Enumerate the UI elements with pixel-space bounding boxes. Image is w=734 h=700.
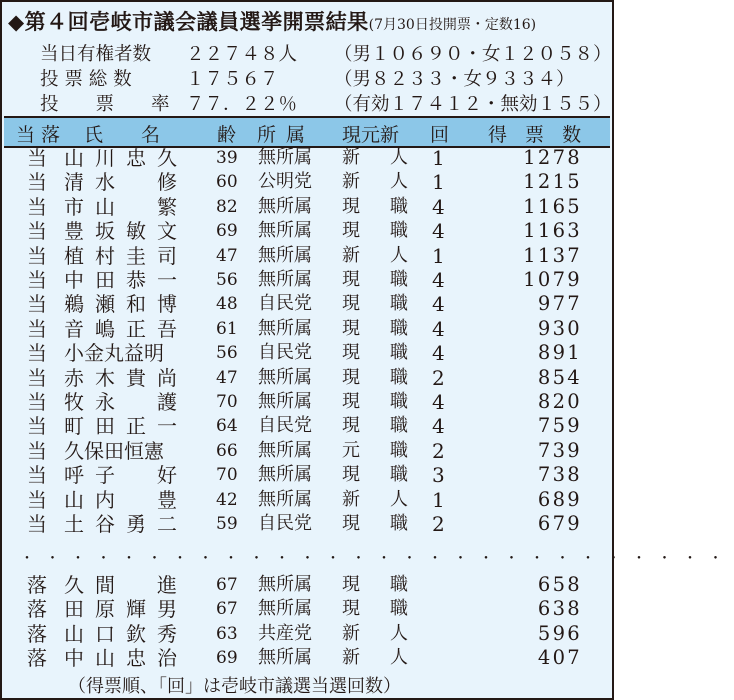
- candidate-age: 64: [216, 416, 238, 437]
- candidate-party: 無所属: [258, 574, 312, 595]
- title-bar: [8, 6, 608, 36]
- candidate-votes: 1137: [523, 243, 582, 267]
- candidate-votes: 658: [537, 573, 582, 596]
- candidate-votes: 854: [537, 365, 582, 389]
- candidate-name: 中田恭一: [64, 268, 188, 292]
- candidate-status: 元 職: [342, 439, 414, 461]
- candidate-votes: 1079: [523, 268, 582, 291]
- candidate-age: 56: [216, 270, 238, 290]
- summary-row-turnout: [40, 90, 610, 114]
- candidate-votes: 596: [537, 621, 582, 645]
- candidate-terms: 1: [432, 243, 445, 268]
- candidate-party: 無所属: [258, 464, 312, 486]
- candidate-age: 63: [216, 623, 238, 644]
- candidate-terms: 4: [432, 390, 445, 414]
- summary-row-total-votes: [40, 65, 610, 89]
- candidate-name: 牧永 護: [64, 390, 188, 414]
- candidate-status: 現 職: [342, 598, 414, 620]
- candidate-votes: 638: [537, 597, 582, 621]
- candidate-votes: 739: [537, 438, 582, 462]
- candidate-terms: 4: [432, 414, 445, 439]
- candidate-name: 山内 豊: [64, 487, 188, 512]
- candidate-result: 当: [27, 219, 47, 244]
- candidate-status: 新 人: [342, 147, 414, 168]
- candidate-status: 現 職: [342, 269, 414, 290]
- candidate-age: 47: [216, 245, 238, 266]
- table-header: [4, 116, 610, 148]
- candidate-votes: 930: [537, 316, 582, 340]
- candidate-result: 落: [27, 621, 47, 646]
- candidate-status: 現 職: [342, 574, 414, 595]
- candidate-age: 67: [216, 575, 238, 595]
- candidate-row: [2, 414, 612, 438]
- candidate-name: 山口欽秀: [64, 621, 188, 646]
- candidate-row: [2, 170, 612, 194]
- candidate-age: 42: [216, 489, 238, 510]
- candidate-age: 66: [216, 440, 238, 461]
- summary-detail: （有効１７４１２・無効１５５）: [334, 94, 612, 115]
- candidate-age: 70: [216, 465, 238, 486]
- candidate-age: 67: [216, 599, 238, 620]
- candidate-age: 61: [216, 318, 238, 339]
- candidate-party: 自民党: [258, 513, 312, 534]
- candidate-terms: 4: [432, 268, 445, 292]
- summary-label: 投 票 総 数: [40, 69, 132, 90]
- candidate-name: 鵜瀬和博: [64, 292, 188, 317]
- candidate-party: 無所属: [258, 647, 312, 669]
- candidate-row: [2, 366, 612, 390]
- candidate-row: [2, 573, 612, 597]
- candidate-age: 70: [216, 392, 238, 412]
- candidate-age: 69: [216, 221, 238, 242]
- candidate-age: 48: [216, 294, 238, 315]
- summary-detail: （男１０６９０・女１２０５８）: [334, 44, 612, 65]
- candidate-result: 落: [27, 597, 47, 622]
- candidate-votes: 1165: [523, 194, 582, 218]
- candidate-age: 60: [216, 172, 238, 193]
- header-terms: 回: [430, 124, 450, 146]
- candidate-row: [2, 622, 612, 646]
- candidate-votes: 689: [537, 487, 582, 511]
- summary-detail: （男８２３３・女９３３４）: [334, 69, 575, 90]
- candidate-name: 久間 進: [64, 573, 188, 597]
- candidate-votes: 1163: [523, 219, 582, 243]
- candidate-result: 落: [27, 573, 47, 597]
- candidate-party: 無所属: [258, 195, 312, 217]
- candidate-result: 当: [27, 292, 47, 317]
- candidate-row: [2, 390, 612, 414]
- candidate-party: 共産党: [258, 622, 312, 644]
- candidate-result: 当: [27, 390, 47, 414]
- summary-value: ７７．２２％: [186, 94, 298, 115]
- candidate-result: 当: [27, 243, 47, 268]
- candidate-status: 新 人: [342, 622, 414, 644]
- candidate-terms: 1: [432, 146, 445, 170]
- title-note: (7月30日投開票・定数16): [368, 17, 537, 33]
- candidate-result: 当: [27, 146, 47, 170]
- candidate-result: 当: [27, 170, 47, 195]
- header-name: 氏 名: [84, 124, 161, 146]
- summary-value: ２２７４８人: [186, 44, 298, 65]
- candidate-party: 公明党: [258, 171, 312, 193]
- candidate-status: 現 職: [342, 513, 414, 534]
- candidate-name: 清水 修: [64, 170, 188, 195]
- candidate-terms: 2: [432, 512, 445, 536]
- header-age: 齢: [217, 124, 237, 146]
- candidate-votes: 891: [537, 341, 582, 365]
- candidate-result: 当: [27, 463, 47, 488]
- candidate-terms: 4: [432, 219, 445, 244]
- candidate-name: 小金丸益明: [64, 341, 164, 366]
- candidate-terms: 2: [432, 438, 445, 463]
- candidate-age: 47: [216, 367, 238, 388]
- candidate-status: 現 職: [342, 366, 414, 388]
- candidate-result: 当: [27, 487, 47, 512]
- candidate-name: 音嶋正吾: [64, 316, 188, 341]
- separator-dots: ・・・・・・・・・・・・・・・・・・・・・・・・・・・・: [20, 551, 734, 567]
- candidate-terms: 2: [432, 365, 445, 390]
- candidate-name: 山川忠久: [64, 146, 188, 170]
- candidate-terms: 1: [432, 170, 445, 195]
- candidate-name: 呼子 好: [64, 463, 188, 488]
- candidate-votes: 1215: [523, 170, 582, 194]
- candidate-result: 当: [27, 341, 47, 366]
- candidate-result: 落: [27, 646, 47, 671]
- candidate-row: [2, 341, 612, 365]
- candidate-status: 新 人: [342, 488, 414, 510]
- header-votes: 得 票 数: [488, 124, 588, 146]
- candidate-party: 無所属: [258, 366, 312, 388]
- candidate-age: 82: [216, 196, 238, 217]
- candidate-terms: 4: [432, 341, 445, 366]
- candidate-age: 69: [216, 648, 238, 669]
- candidate-status: 現 職: [342, 293, 414, 315]
- candidate-name: 久保田恒憲: [64, 438, 164, 463]
- header-party: 所属: [257, 124, 316, 146]
- table-title: ◆第４回壱岐市議会議員選挙開票結果: [8, 10, 369, 34]
- candidate-row: [2, 268, 612, 292]
- candidate-age: 59: [216, 514, 238, 534]
- candidate-result: 当: [27, 316, 47, 341]
- candidate-row: [2, 244, 612, 268]
- candidate-status: 現 職: [342, 415, 414, 437]
- candidate-result: 当: [27, 194, 47, 219]
- candidate-name: 植村圭司: [64, 243, 188, 268]
- candidate-result: 当: [27, 268, 47, 292]
- candidate-age: 39: [216, 148, 238, 168]
- candidate-party: 無所属: [258, 269, 312, 290]
- summary-row-eligible-voters: [40, 40, 610, 64]
- candidate-party: 無所属: [258, 439, 312, 461]
- candidate-party: 無所属: [258, 317, 312, 339]
- candidate-party: 無所属: [258, 147, 312, 168]
- candidate-row: [2, 219, 612, 243]
- candidate-status: 新 人: [342, 171, 414, 193]
- header-result: 当落: [16, 124, 67, 146]
- candidate-row: [2, 488, 612, 512]
- candidate-row: [2, 195, 612, 219]
- candidate-terms: 1: [432, 487, 445, 512]
- candidate-votes: 679: [537, 512, 582, 535]
- candidate-status: 新 人: [342, 647, 414, 669]
- candidate-name: 土谷勇二: [64, 512, 188, 536]
- summary-label: 投 票 率: [40, 94, 170, 115]
- candidate-name: 中山忠治: [64, 646, 188, 671]
- candidate-votes: 820: [537, 390, 582, 413]
- candidate-result: 当: [27, 438, 47, 463]
- candidate-status: 現 職: [342, 391, 414, 412]
- candidate-status: 新 人: [342, 244, 414, 266]
- candidate-terms: 4: [432, 316, 445, 341]
- candidate-row: [2, 463, 612, 487]
- candidate-status: 現 職: [342, 317, 414, 339]
- candidate-status: 現 職: [342, 195, 414, 217]
- candidate-result: 当: [27, 512, 47, 536]
- candidate-row: [2, 292, 612, 316]
- candidate-party: 無所属: [258, 244, 312, 266]
- candidate-row: [2, 146, 612, 170]
- candidate-status: 現 職: [342, 342, 414, 364]
- candidate-name: 市山 繁: [64, 194, 188, 219]
- candidate-result: 当: [27, 414, 47, 439]
- candidate-status: 現 職: [342, 464, 414, 486]
- header-status: 現元新: [342, 124, 400, 146]
- candidate-row: [2, 317, 612, 341]
- candidate-party: 自民党: [258, 415, 312, 437]
- candidate-party: 無所属: [258, 220, 312, 242]
- candidate-votes: 1278: [523, 146, 582, 169]
- candidate-votes: 738: [537, 463, 582, 487]
- candidate-party: 自民党: [258, 342, 312, 364]
- candidate-terms: 4: [432, 194, 445, 219]
- candidate-terms: 3: [432, 463, 445, 488]
- footnote: （得票順、「回」は壱岐市議選当選回数）: [68, 676, 401, 697]
- candidate-name: 田原輝男: [64, 597, 188, 622]
- candidate-status: 現 職: [342, 220, 414, 242]
- candidate-name: 町田正一: [64, 414, 188, 439]
- candidate-age: 56: [216, 343, 238, 364]
- candidate-votes: 407: [537, 646, 582, 670]
- candidate-row: [2, 646, 612, 670]
- candidate-row: [2, 512, 612, 536]
- candidate-party: 無所属: [258, 391, 312, 412]
- candidate-name: 赤木貴尚: [64, 365, 188, 390]
- summary-label: 当日有権者数: [40, 44, 152, 65]
- candidate-row: [2, 439, 612, 463]
- candidate-votes: 759: [537, 414, 582, 438]
- candidate-party: 無所属: [258, 598, 312, 620]
- candidate-votes: 977: [537, 292, 582, 316]
- summary-value: １７５６７: [186, 69, 279, 90]
- candidate-result: 当: [27, 365, 47, 390]
- candidate-row: [2, 597, 612, 621]
- candidate-party: 自民党: [258, 293, 312, 315]
- candidate-party: 無所属: [258, 488, 312, 510]
- candidate-name: 豊坂敏文: [64, 219, 188, 244]
- candidate-terms: 4: [432, 292, 445, 317]
